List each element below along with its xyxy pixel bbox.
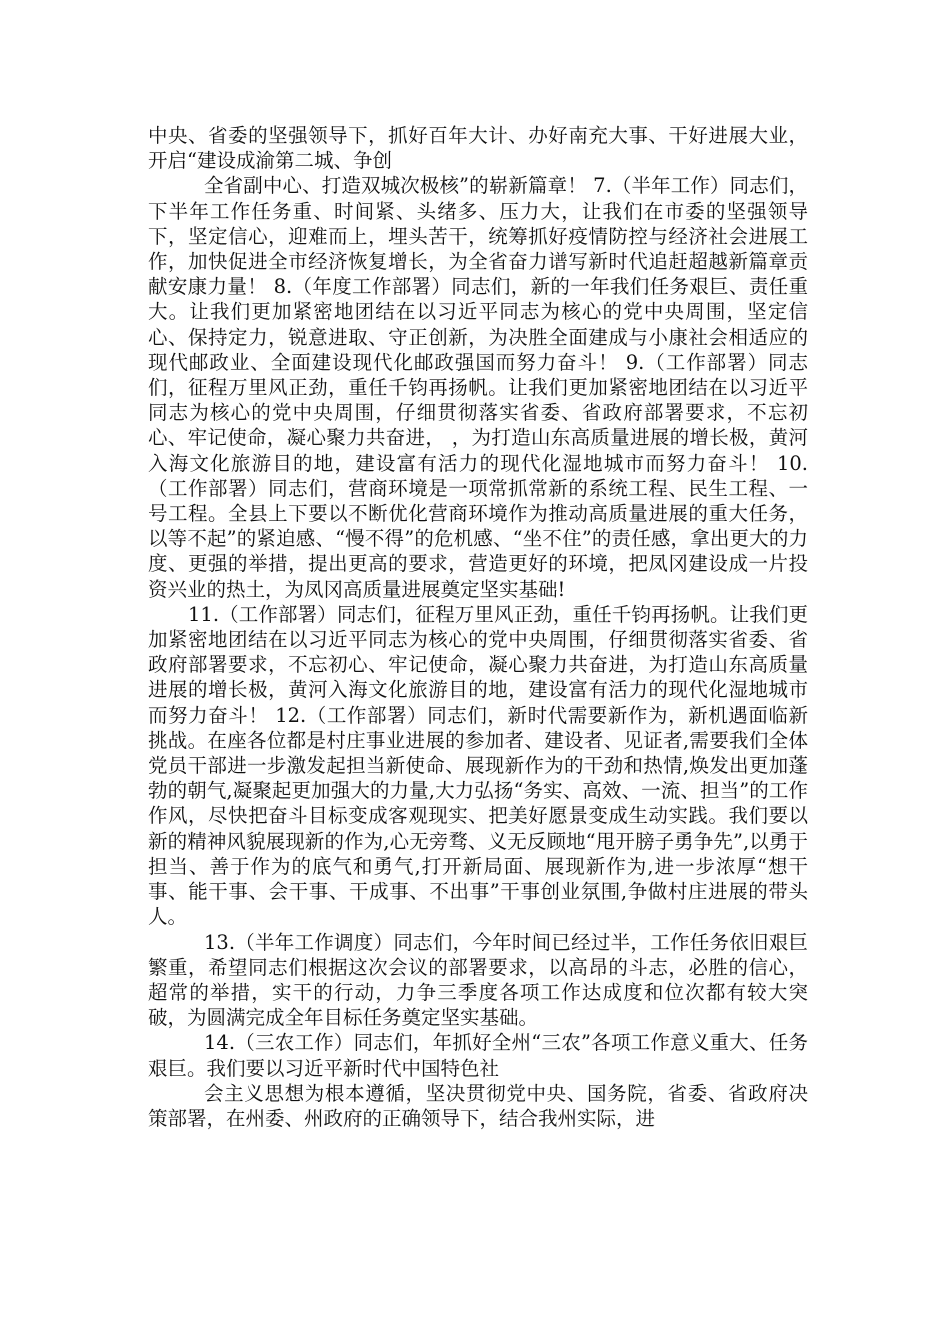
paragraph: 中央、省委的坚强领导下，抓好百年大计、办好南充大事、干好进展大业，开启“建设成渝第二城、争创 [148, 124, 808, 173]
document-body [148, 123, 808, 1131]
paragraph: 全省副中心、打造双城次极核”的崭新篇章！ 7.（半年工作）同志们，下半年工作任务重、时间紧、头绪多、压力大，让我们在市委的坚强领导下，坚定信心，迎难而上，埋头苦干，统筹抓好疫情防控与经济社会进展工作，加快促进全市经济恢复增长，为全省奋力谱写新时代追赶超越新篇章贡献安康力量！ 8.（年度工作部署）同志们，新的一年我们任务艰巨、责任重大。让我们更加紧密地团结在以习近平同志为核心的党中央周围，坚定信心、保持定力，锐意进取、守正创新，为决胜全面建成与小康社会相适应的现代邮政业、全面建设现代化邮政强国而努力奋斗！ 9.（工作部署）同志们，征程万里风正劲，重任千钧再扬帆。让我们更加紧密地团结在以习近平同志为核心的党中央周围，仔细贯彻落实省委、省政府部署要求，不忘初心、牢记使命，凝心聚力共奋进， ，为打造山东高质量进展的增长极，黄河入海文化旅游目的地，建设富有活力的现代化湿地城市而努力奋斗！ 10.（工作部署）同志们，营商环境是一项常抓常新的系统工程、民生工程、一号工程。全县上下要以不断优化营商环境作为推动高质量进展的重大任务，以等不起”的紧迫感、“慢不得”的危机感、“坐不住”的责任感，拿出更大的力度、更强的举措，提出更高的要求，营造更好的环境，把凤冈建设成一片投资兴业的热土，为凤冈高质量进展奠定坚实基础! [148, 174, 808, 601]
paragraph: 11.（工作部署）同志们，征程万里风正劲，重任千钧再扬帆。让我们更加紧密地团结在以习近平同志为核心的党中央周围，仔细贯彻落实省委、省政府部署要求，不忘初心、牢记使命，凝心聚力共奋进，为打造山东高质量进展的增长极，黄河入海文化旅游目的地，建设富有活力的现代化湿地城市而努力奋斗！ 12.（工作部署）同志们，新时代需要新作为，新机遇面临新挑战。在座各位都是村庄事业进展的参加者、建设者、见证者,需要我们全体党员干部进一步激发起担当新使命、展现新作为的干劲和热情,焕发出更加蓬勃的朝气,凝聚起更加强大的力量,大力弘扬“务实、高效、一流、担当”的工作作风，尽快把奋斗目标变成客观现实、把美好愿景变成生动实践。我们要以新的精神风貌展现新的作为,心无旁骛、义无反顾地“甩开膀子勇争先”,以勇于担当、善于作为的底气和勇气,打开新局面、展现新作为,进一步浓厚“想干事、能干事、会干事、干成事、不出事”干事创业氛围,争做村庄进展的带头人。 [148, 602, 808, 929]
paragraph: 会主义思想为根本遵循，坚决贯彻党中央、国务院，省委、省政府决策部署，在州委、州政府的正确领导下，结合我州实际，进 [148, 1081, 808, 1130]
paragraph: 13.（半年工作调度）同志们，今年时间已经过半，工作任务依旧艰巨繁重，希望同志们根据这次会议的部署要求，以高昂的斗志，必胜的信心，超常的举措，实干的行动，力争三季度各项工作达成度和位次都有较大突破，为圆满完成全年目标任务奠定坚实基础。 [148, 930, 808, 1030]
paragraph: 14.（三农工作）同志们，年抓好全州“三农”各项工作意义重大、任务艰巨。我们要以习近平新时代中国特色社 [148, 1031, 808, 1080]
